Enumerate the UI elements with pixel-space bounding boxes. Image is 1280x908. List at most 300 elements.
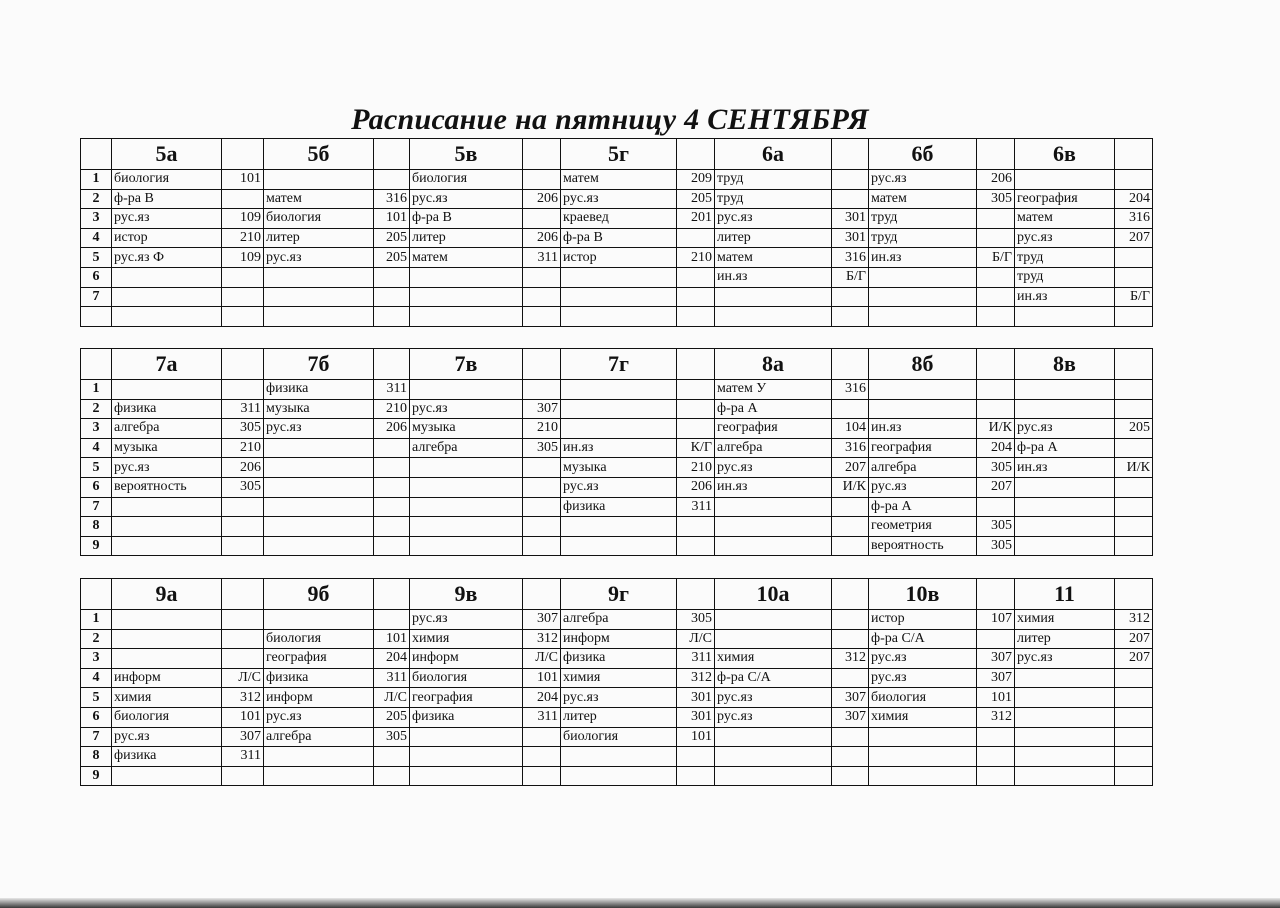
- class-name: 9г: [561, 579, 677, 610]
- room-cell: Л/С: [374, 688, 410, 708]
- room-cell: Л/С: [677, 629, 715, 649]
- room-cell: Б/Г: [1115, 287, 1153, 307]
- room-cell: [222, 536, 264, 556]
- lesson-number: 2: [81, 399, 112, 419]
- room-cell: 101: [222, 170, 264, 190]
- room-cell: [222, 649, 264, 669]
- room-cell: [832, 536, 869, 556]
- subject-cell: физика: [264, 380, 374, 400]
- room-cell: 206: [523, 228, 561, 248]
- room-header-cell: [1115, 139, 1153, 170]
- room-header-cell: [977, 349, 1015, 380]
- room-cell: 101: [374, 209, 410, 229]
- room-cell: [832, 766, 869, 786]
- room-cell: [1115, 766, 1153, 786]
- room-cell: 209: [677, 170, 715, 190]
- subject-cell: [561, 287, 677, 307]
- subject-cell: ин.яз: [869, 248, 977, 268]
- lesson-row: [81, 189, 1153, 209]
- class-name: 5г: [561, 139, 677, 170]
- room-cell: [1115, 688, 1153, 708]
- schedule-table: [80, 348, 1153, 556]
- room-cell: Б/Г: [977, 248, 1015, 268]
- lesson-number: 3: [81, 209, 112, 229]
- subject-cell: физика: [112, 747, 222, 767]
- subject-cell: матем: [1015, 209, 1115, 229]
- subject-cell: [715, 307, 832, 327]
- room-cell: 206: [222, 458, 264, 478]
- room-cell: 206: [523, 189, 561, 209]
- room-cell: [832, 517, 869, 537]
- room-cell: 206: [677, 477, 715, 497]
- subject-cell: [715, 610, 832, 630]
- room-cell: 205: [374, 248, 410, 268]
- subject-cell: [410, 458, 523, 478]
- room-cell: [523, 747, 561, 767]
- class-name: 8б: [869, 349, 977, 380]
- lesson-number: 9: [81, 766, 112, 786]
- lesson-number: 2: [81, 629, 112, 649]
- lesson-row: [81, 649, 1153, 669]
- subject-cell: ф-ра В: [112, 189, 222, 209]
- subject-cell: [112, 497, 222, 517]
- subject-cell: биология: [264, 209, 374, 229]
- subject-cell: труд: [1015, 248, 1115, 268]
- room-header-cell: [1115, 579, 1153, 610]
- room-cell: [832, 629, 869, 649]
- subject-cell: алгебра: [715, 438, 832, 458]
- room-cell: 305: [222, 419, 264, 439]
- room-cell: 312: [677, 668, 715, 688]
- subject-cell: ф-ра А: [1015, 438, 1115, 458]
- subject-cell: [715, 727, 832, 747]
- subject-cell: труд: [1015, 267, 1115, 287]
- subject-cell: биология: [410, 668, 523, 688]
- subject-cell: [1015, 170, 1115, 190]
- room-cell: 311: [374, 380, 410, 400]
- lesson-row: [81, 380, 1153, 400]
- room-cell: [677, 267, 715, 287]
- subject-cell: рус.яз: [561, 477, 677, 497]
- lesson-number: 5: [81, 688, 112, 708]
- class-name: 5а: [112, 139, 222, 170]
- scan-edge: [0, 898, 1280, 908]
- subject-cell: биология: [112, 170, 222, 190]
- schedule-table: [80, 578, 1153, 786]
- subject-cell: [264, 438, 374, 458]
- room-cell: 316: [1115, 209, 1153, 229]
- lesson-row: [81, 707, 1153, 727]
- room-cell: [222, 629, 264, 649]
- lesson-row: [81, 629, 1153, 649]
- subject-cell: матем: [561, 170, 677, 190]
- room-cell: Б/Г: [832, 267, 869, 287]
- room-cell: 210: [677, 458, 715, 478]
- subject-cell: [869, 766, 977, 786]
- room-cell: 301: [832, 209, 869, 229]
- subject-cell: [715, 536, 832, 556]
- subject-cell: [1015, 517, 1115, 537]
- subject-cell: [410, 747, 523, 767]
- room-cell: [832, 399, 869, 419]
- subject-cell: [561, 766, 677, 786]
- room-header-cell: [222, 579, 264, 610]
- subject-cell: [112, 287, 222, 307]
- room-cell: [832, 189, 869, 209]
- room-cell: 312: [832, 649, 869, 669]
- room-cell: 207: [1115, 629, 1153, 649]
- room-cell: 305: [977, 536, 1015, 556]
- room-cell: [374, 170, 410, 190]
- room-cell: [1115, 668, 1153, 688]
- room-cell: 201: [677, 209, 715, 229]
- room-cell: 311: [523, 248, 561, 268]
- subject-cell: ин.яз: [715, 477, 832, 497]
- subject-cell: истор: [869, 610, 977, 630]
- subject-cell: [112, 267, 222, 287]
- room-cell: 205: [677, 189, 715, 209]
- subject-cell: физика: [410, 707, 523, 727]
- room-header-cell: [374, 139, 410, 170]
- lesson-row: [81, 228, 1153, 248]
- room-cell: 311: [222, 747, 264, 767]
- room-cell: [374, 307, 410, 327]
- subject-cell: рус.яз: [112, 727, 222, 747]
- room-cell: 305: [677, 610, 715, 630]
- room-cell: [1115, 399, 1153, 419]
- lesson-row: [81, 458, 1153, 478]
- corner-cell: [81, 139, 112, 170]
- room-header-cell: [977, 579, 1015, 610]
- room-cell: [977, 747, 1015, 767]
- lesson-number: 9: [81, 536, 112, 556]
- subject-cell: рус.яз: [410, 610, 523, 630]
- room-cell: [374, 438, 410, 458]
- room-cell: [374, 747, 410, 767]
- subject-cell: труд: [715, 189, 832, 209]
- subject-cell: [561, 536, 677, 556]
- room-cell: [677, 287, 715, 307]
- lesson-number: 8: [81, 517, 112, 537]
- room-cell: [677, 536, 715, 556]
- class-name: 6а: [715, 139, 832, 170]
- subject-cell: музыка: [410, 419, 523, 439]
- room-cell: [677, 380, 715, 400]
- lesson-number: 6: [81, 707, 112, 727]
- subject-cell: [264, 458, 374, 478]
- lesson-row: [81, 287, 1153, 307]
- room-cell: 311: [677, 649, 715, 669]
- subject-cell: рус.яз: [715, 458, 832, 478]
- lesson-row: [81, 477, 1153, 497]
- room-cell: [832, 287, 869, 307]
- room-cell: 307: [523, 610, 561, 630]
- subject-cell: [410, 497, 523, 517]
- subject-cell: музыка: [112, 438, 222, 458]
- room-cell: И/К: [977, 419, 1015, 439]
- room-cell: [523, 517, 561, 537]
- room-cell: 301: [677, 707, 715, 727]
- subject-cell: [112, 629, 222, 649]
- room-cell: [832, 747, 869, 767]
- subject-cell: ф-ра С/А: [715, 668, 832, 688]
- subject-cell: литер: [410, 228, 523, 248]
- lesson-row: [81, 668, 1153, 688]
- subject-cell: ф-ра В: [561, 228, 677, 248]
- subject-cell: [715, 766, 832, 786]
- subject-cell: информ: [264, 688, 374, 708]
- room-cell: 312: [222, 688, 264, 708]
- subject-cell: [1015, 380, 1115, 400]
- lesson-row: [81, 419, 1153, 439]
- room-cell: [222, 517, 264, 537]
- room-cell: [523, 380, 561, 400]
- room-cell: 101: [222, 707, 264, 727]
- subject-cell: рус.яз: [264, 419, 374, 439]
- subject-cell: биология: [112, 707, 222, 727]
- subject-cell: рус.яз: [1015, 649, 1115, 669]
- subject-cell: [1015, 477, 1115, 497]
- subject-cell: [869, 399, 977, 419]
- room-cell: [832, 610, 869, 630]
- lesson-row: [81, 209, 1153, 229]
- subject-cell: алгебра: [112, 419, 222, 439]
- subject-cell: геометрия: [869, 517, 977, 537]
- room-header-cell: [523, 579, 561, 610]
- room-cell: [1115, 438, 1153, 458]
- room-cell: [222, 287, 264, 307]
- room-cell: [977, 399, 1015, 419]
- room-cell: 316: [374, 189, 410, 209]
- subject-cell: [561, 517, 677, 537]
- subject-cell: [112, 649, 222, 669]
- room-cell: 207: [977, 477, 1015, 497]
- room-cell: [1115, 248, 1153, 268]
- lesson-number: 6: [81, 477, 112, 497]
- subject-cell: химия: [112, 688, 222, 708]
- room-header-cell: [222, 139, 264, 170]
- subject-cell: рус.яз: [561, 189, 677, 209]
- room-cell: 210: [374, 399, 410, 419]
- subject-cell: рус.яз: [715, 707, 832, 727]
- room-header-cell: [977, 139, 1015, 170]
- room-cell: 307: [222, 727, 264, 747]
- room-cell: 311: [523, 707, 561, 727]
- class-name: 7а: [112, 349, 222, 380]
- room-cell: 205: [374, 707, 410, 727]
- class-header-row: [81, 579, 1153, 610]
- room-cell: 312: [977, 707, 1015, 727]
- lesson-number: 7: [81, 727, 112, 747]
- subject-cell: [410, 477, 523, 497]
- room-cell: [523, 477, 561, 497]
- subject-cell: биология: [264, 629, 374, 649]
- room-cell: 311: [374, 668, 410, 688]
- subject-cell: рус.яз: [869, 668, 977, 688]
- lesson-row: [81, 497, 1153, 517]
- room-cell: [523, 497, 561, 517]
- subject-cell: рус.яз: [869, 477, 977, 497]
- room-cell: [832, 307, 869, 327]
- lesson-row: [81, 517, 1153, 537]
- subject-cell: [410, 766, 523, 786]
- room-cell: 305: [374, 727, 410, 747]
- subject-cell: рус.яз: [112, 458, 222, 478]
- lesson-number: 1: [81, 380, 112, 400]
- subject-cell: рус.яз: [264, 707, 374, 727]
- lesson-number: 4: [81, 228, 112, 248]
- subject-cell: музыка: [561, 458, 677, 478]
- room-cell: [222, 380, 264, 400]
- lesson-number: 5: [81, 458, 112, 478]
- subject-cell: [410, 536, 523, 556]
- room-cell: [523, 727, 561, 747]
- subject-cell: литер: [1015, 629, 1115, 649]
- room-header-cell: [374, 579, 410, 610]
- subject-cell: краевед: [561, 209, 677, 229]
- lesson-number: 5: [81, 248, 112, 268]
- room-cell: 305: [523, 438, 561, 458]
- subject-cell: [1015, 727, 1115, 747]
- subject-cell: ф-ра С/А: [869, 629, 977, 649]
- lesson-row: [81, 438, 1153, 458]
- subject-cell: информ: [112, 668, 222, 688]
- room-cell: [1115, 727, 1153, 747]
- room-cell: [222, 189, 264, 209]
- subject-cell: география: [1015, 189, 1115, 209]
- subject-cell: химия: [1015, 610, 1115, 630]
- room-cell: 204: [977, 438, 1015, 458]
- lesson-number: 1: [81, 170, 112, 190]
- subject-cell: матем: [264, 189, 374, 209]
- subject-cell: алгебра: [561, 610, 677, 630]
- room-cell: 305: [977, 517, 1015, 537]
- subject-cell: [410, 517, 523, 537]
- room-cell: [222, 610, 264, 630]
- room-cell: [1115, 307, 1153, 327]
- room-cell: [977, 228, 1015, 248]
- room-cell: [222, 307, 264, 327]
- subject-cell: истор: [561, 248, 677, 268]
- room-cell: [523, 766, 561, 786]
- room-header-cell: [222, 349, 264, 380]
- room-header-cell: [374, 349, 410, 380]
- room-cell: [523, 267, 561, 287]
- room-cell: [1115, 170, 1153, 190]
- room-cell: К/Г: [677, 438, 715, 458]
- subject-cell: [1015, 688, 1115, 708]
- subject-cell: [112, 517, 222, 537]
- class-name: 9в: [410, 579, 523, 610]
- page-title: Расписание на пятницу 4 СЕНТЯБРЯ: [351, 103, 869, 136]
- subject-cell: [715, 287, 832, 307]
- subject-cell: рус.яз: [112, 209, 222, 229]
- subject-cell: [264, 766, 374, 786]
- class-name: 11: [1015, 579, 1115, 610]
- lesson-number: 7: [81, 497, 112, 517]
- subject-cell: матем: [869, 189, 977, 209]
- room-cell: 104: [832, 419, 869, 439]
- room-header-cell: [1115, 349, 1153, 380]
- room-cell: [374, 477, 410, 497]
- room-cell: [677, 307, 715, 327]
- room-cell: 307: [977, 649, 1015, 669]
- corner-cell: [81, 349, 112, 380]
- subject-cell: [264, 477, 374, 497]
- room-cell: 307: [523, 399, 561, 419]
- subject-cell: [715, 497, 832, 517]
- subject-cell: [112, 307, 222, 327]
- room-cell: 101: [374, 629, 410, 649]
- room-cell: [977, 287, 1015, 307]
- subject-cell: литер: [561, 707, 677, 727]
- room-cell: [523, 307, 561, 327]
- lesson-number: 7: [81, 287, 112, 307]
- subject-cell: [264, 536, 374, 556]
- room-header-cell: [523, 349, 561, 380]
- room-cell: 311: [677, 497, 715, 517]
- room-cell: [832, 727, 869, 747]
- room-cell: И/К: [1115, 458, 1153, 478]
- subject-cell: химия: [715, 649, 832, 669]
- subject-cell: ин.яз: [1015, 287, 1115, 307]
- room-cell: [677, 399, 715, 419]
- class-header-row: [81, 349, 1153, 380]
- subject-cell: ин.яз: [561, 438, 677, 458]
- subject-cell: [264, 307, 374, 327]
- subject-cell: [410, 727, 523, 747]
- subject-cell: [264, 747, 374, 767]
- room-cell: [374, 267, 410, 287]
- room-cell: [374, 766, 410, 786]
- subject-cell: матем: [715, 248, 832, 268]
- room-cell: [374, 287, 410, 307]
- room-cell: [374, 497, 410, 517]
- room-cell: [1115, 497, 1153, 517]
- subject-cell: химия: [561, 668, 677, 688]
- subject-cell: [410, 380, 523, 400]
- room-cell: 316: [832, 248, 869, 268]
- room-cell: 204: [374, 649, 410, 669]
- room-cell: 316: [832, 438, 869, 458]
- class-name: 10в: [869, 579, 977, 610]
- room-cell: [1115, 380, 1153, 400]
- subject-cell: рус.яз: [1015, 228, 1115, 248]
- room-cell: [374, 517, 410, 537]
- room-cell: [1115, 477, 1153, 497]
- room-cell: 305: [977, 458, 1015, 478]
- room-cell: 312: [523, 629, 561, 649]
- subject-cell: [410, 267, 523, 287]
- room-cell: 101: [677, 727, 715, 747]
- room-cell: [374, 458, 410, 478]
- class-name: 10а: [715, 579, 832, 610]
- subject-cell: вероятность: [112, 477, 222, 497]
- lesson-row: [81, 170, 1153, 190]
- schedule-table: [80, 138, 1153, 327]
- lesson-number: 6: [81, 267, 112, 287]
- room-cell: 312: [1115, 610, 1153, 630]
- subject-cell: труд: [869, 209, 977, 229]
- subject-cell: химия: [869, 707, 977, 727]
- room-cell: 307: [832, 688, 869, 708]
- subject-cell: рус.яз: [715, 209, 832, 229]
- room-cell: 210: [523, 419, 561, 439]
- room-cell: [977, 380, 1015, 400]
- room-cell: [374, 610, 410, 630]
- subject-cell: география: [869, 438, 977, 458]
- class-name: 9а: [112, 579, 222, 610]
